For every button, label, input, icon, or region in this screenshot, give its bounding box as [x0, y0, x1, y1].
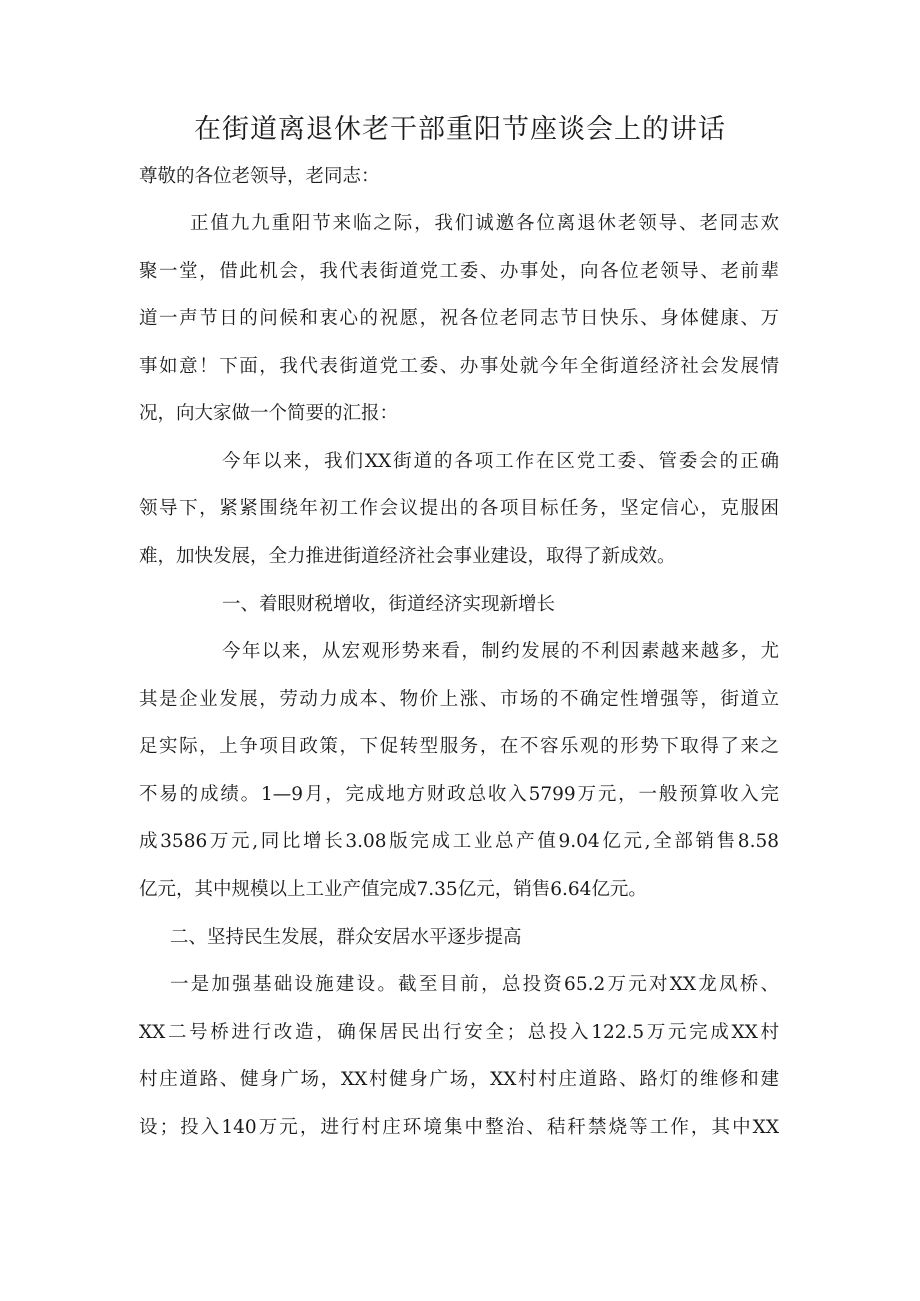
paragraph-line: 成3586万元,同比增长3.08版完成工业总产值9.04亿元,全部销售8.58 — [139, 831, 779, 852]
paragraph-line: 正值九九重阳节来临之际，我们诚邀各位离退休老领导、老同志欢 — [190, 213, 779, 234]
paragraph-line: 设；投入140万元，进行村庄环境集中整治、秸秆禁烧等工作，其中XX — [139, 1117, 779, 1138]
salutation: 尊敬的各位老领导，老同志： — [139, 166, 380, 187]
paragraph-line: 聚一堂，借此机会，我代表街道党工委、办事处，向各位老领导、老前辈 — [139, 261, 779, 282]
paragraph-line: 今年以来，从宏观形势来看，制约发展的不利因素越来越多，尤 — [222, 641, 779, 662]
paragraph-line: 其是企业发展，劳动力成本、物价上涨、市场的不确定性增强等，街道立 — [139, 689, 779, 710]
paragraph-line: 不易的成绩。1—9月，完成地方财政总收入5799万元，一般预算收入完 — [139, 784, 779, 805]
paragraph-line: 道一声节日的问候和衷心的祝愿，祝各位老同志节日快乐、身体健康、万 — [139, 308, 779, 329]
document-title: 在街道离退休老干部重阳节座谈会上的讲话 — [194, 114, 726, 145]
paragraph-line: 领导下，紧紧围绕年初工作会议提出的各项目标任务，坚定信心，克服困 — [139, 498, 779, 519]
paragraph-line: 亿元，其中规模以上工业产值完成7.35亿元，销售6.64亿元。 — [139, 879, 647, 900]
paragraph-line: 村庄道路、健身广场，XX村健身广场，XX村村庄道路、路灯的维修和建 — [139, 1069, 779, 1090]
paragraph-line: 事如意！下面，我代表街道党工委、办事处就今年全街道经济社会发展情 — [139, 356, 779, 377]
paragraph-line: 今年以来，我们XX街道的各项工作在区党工委、管委会的正确 — [222, 451, 779, 472]
paragraph-line: 难，加快发展，全力推进街道经济社会事业建设，取得了新成效。 — [139, 546, 676, 567]
section-heading-1: 一、着眼财税增收，街道经济实现新增长 — [222, 594, 556, 615]
section-heading-2: 二、坚持民生发展，群众安居水平逐步提高 — [170, 927, 522, 948]
paragraph-line: 一是加强基础设施建设。截至目前，总投资65.2万元对XX龙凤桥、 — [170, 974, 779, 995]
paragraph-line: XX二号桥进行改造，确保居民出行安全；总投入122.5万元完成XX村 — [139, 1022, 779, 1043]
paragraph-line: 足实际，上争项目政策，下促转型服务，在不容乐观的形势下取得了来之 — [139, 736, 779, 757]
paragraph-line: 况，向大家做一个简要的汇报： — [139, 403, 399, 424]
